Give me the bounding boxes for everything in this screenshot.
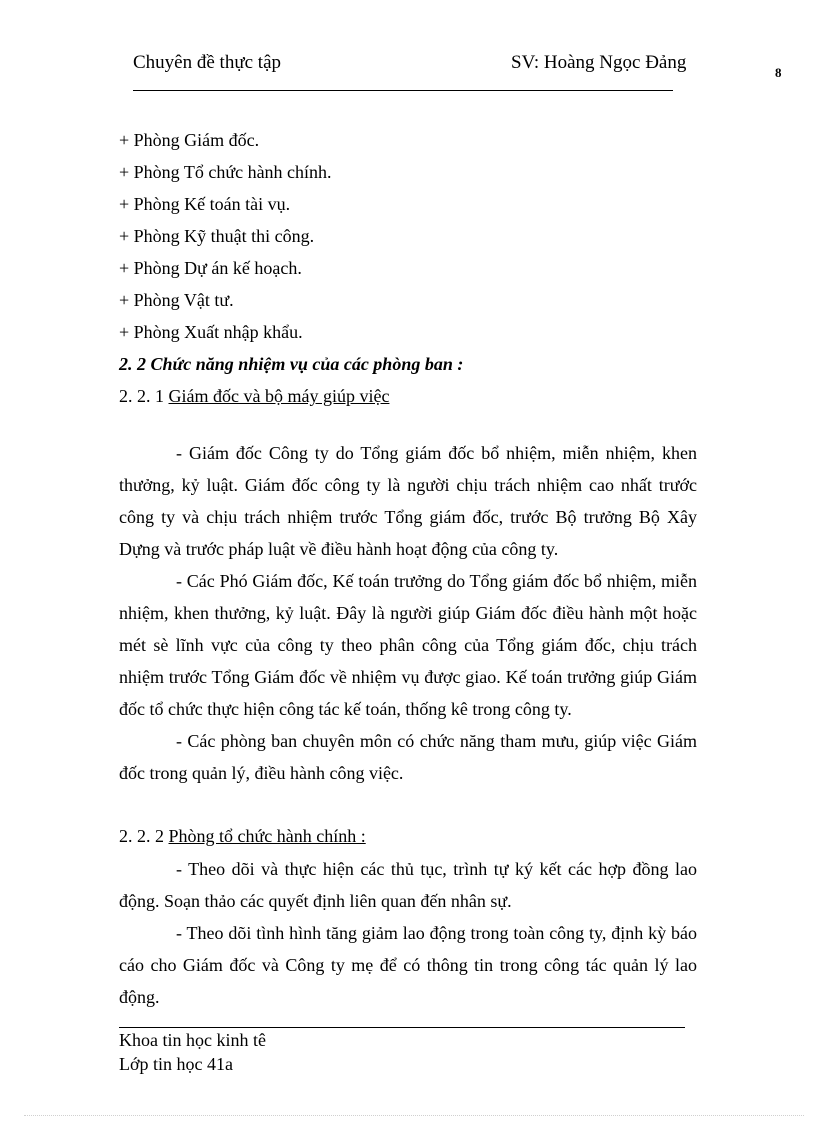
paragraph: - Các Phó Giám đốc, Kế toán trưởng do Tổng giám đốc bổ nhiệm, miễn nhiệm, khen thưởng, kỷ luật. Đây là người giúp Giám đốc điều hành một hoặc mét sè lĩnh vực của công ty theo phân công của Tổng giám đốc, chịu trách nhiệm trước Tổng Giám đốc về nhiệm vụ được giao. Kế toán trưởng giúp Giám đốc tổ chức thực hiện công tác kế toán, thống kê trong công ty. — [119, 571, 697, 719]
paragraph: - Theo dõi tình hình tăng giảm lao động trong toàn công ty, định kỳ báo cáo cho Giám đốc và Công ty mẹ để có thông tin trong công tác quản lý lao động. — [119, 923, 697, 1007]
list-item: + Phòng Dự án kế hoạch. — [119, 258, 302, 278]
header-left-title: Chuyên đề thực tập — [133, 52, 282, 73]
list-item: + Phòng Kế toán tài vụ. — [119, 194, 291, 214]
subsection-number: 2. 2. 2 — [119, 826, 169, 846]
section-title: 2. 2 Chức năng nhiệm vụ của các phòng ban : — [119, 354, 464, 374]
footer-rule — [119, 1027, 685, 1028]
list-item: + Phòng Kỹ thuật thi công. — [119, 226, 315, 246]
subsection-2-body — [119, 853, 697, 1013]
header-rule — [133, 90, 673, 91]
footer-faculty: Khoa tin học kinh tê — [119, 1030, 266, 1050]
header-student-name: SV: Hoàng Ngọc Đảng — [511, 52, 687, 73]
list-item: + Phòng Xuất nhập khẩu. — [119, 322, 303, 342]
subsection-title: Phòng tổ chức hành chính : — [168, 826, 366, 846]
footer-class: Lớp tin học 41a — [119, 1054, 233, 1074]
paragraph: - Các phòng ban chuyên môn có chức năng tham mưu, giúp việc Giám đốc trong quản lý, điều hành công việc. — [119, 731, 697, 783]
subsection-number: 2. 2. 1 — [119, 386, 169, 406]
subsection-heading-1 — [119, 386, 389, 407]
page-edge-divider — [24, 1115, 804, 1116]
paragraph: - Theo dõi và thực hiện các thủ tục, trình tự ký kết các hợp đồng lao động. Soạn thảo các quyết định liên quan đến nhân sự. — [119, 859, 697, 911]
subsection-title: Giám đốc và bộ máy giúp việc — [168, 386, 390, 406]
subsection-1-body — [119, 437, 697, 789]
list-item: + Phòng Vật tư. — [119, 290, 234, 310]
subsection-heading-2 — [119, 826, 366, 847]
list-item: + Phòng Giám đốc. — [119, 130, 260, 150]
list-item: + Phòng Tổ chức hành chính. — [119, 162, 332, 182]
page-number: 8 — [775, 65, 782, 80]
paragraph: - Giám đốc Công ty do Tổng giám đốc bổ nhiệm, miễn nhiệm, khen thưởng, kỷ luật. Giám đốc công ty là người chịu trách nhiệm cao nhất trước công ty và chịu trách nhiệm trước Tổng giám đốc, trước Bộ trưởng Bộ Xây Dựng và trước pháp luật về điều hành hoạt động của công ty. — [119, 443, 697, 559]
